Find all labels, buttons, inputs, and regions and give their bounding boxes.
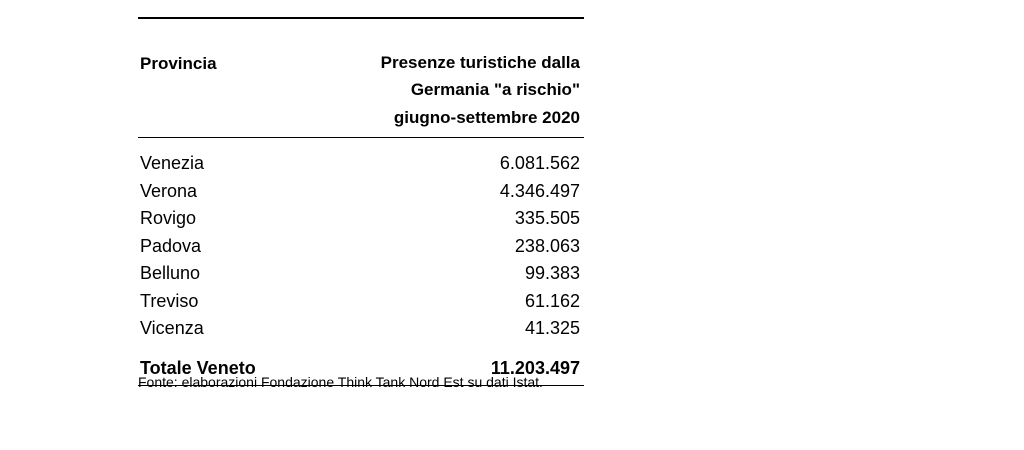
row-value: 4.346.497	[499, 180, 580, 201]
total-value: 11.203.497	[490, 357, 580, 378]
row-provincia: Belluno	[140, 263, 201, 283]
row-value: 6.081.562	[499, 153, 580, 173]
row-value: 41.325	[524, 318, 580, 338]
header-provincia: Provincia	[140, 54, 217, 73]
row-value: 238.063	[514, 235, 580, 256]
table-row	[138, 260, 584, 288]
data-table	[138, 17, 584, 386]
row-provincia: Rovigo	[140, 208, 197, 228]
table-row	[138, 315, 584, 343]
header-row	[138, 18, 584, 138]
row-provincia: Treviso	[140, 290, 199, 311]
row-provincia: Verona	[140, 180, 198, 201]
row-provincia: Padova	[140, 235, 202, 256]
header-presenze-line1: Presenze turistiche dalla	[380, 52, 580, 72]
header-presenze-line2: Germania "a rischio"	[410, 80, 580, 99]
table-row	[138, 178, 584, 206]
header-presenze-line3: giugno-settembre 2020	[393, 107, 580, 127]
row-value: 61.162	[524, 290, 580, 311]
header-presenze	[301, 18, 584, 138]
row-provincia: Vicenza	[140, 318, 204, 338]
row-value: 99.383	[524, 263, 580, 283]
table-row	[138, 205, 584, 233]
source-note: Fonte: elaborazioni Fondazione Think Tank Nord Est su dati Istat.	[138, 374, 543, 390]
table-row	[138, 288, 584, 316]
row-provincia: Venezia	[140, 153, 205, 173]
row-value: 335.505	[514, 208, 580, 228]
table-header	[138, 18, 584, 138]
table-body	[138, 138, 584, 343]
tourism-table	[138, 17, 584, 386]
total-label: Totale Veneto	[140, 357, 256, 378]
table-row	[138, 138, 584, 178]
table-row	[138, 233, 584, 261]
